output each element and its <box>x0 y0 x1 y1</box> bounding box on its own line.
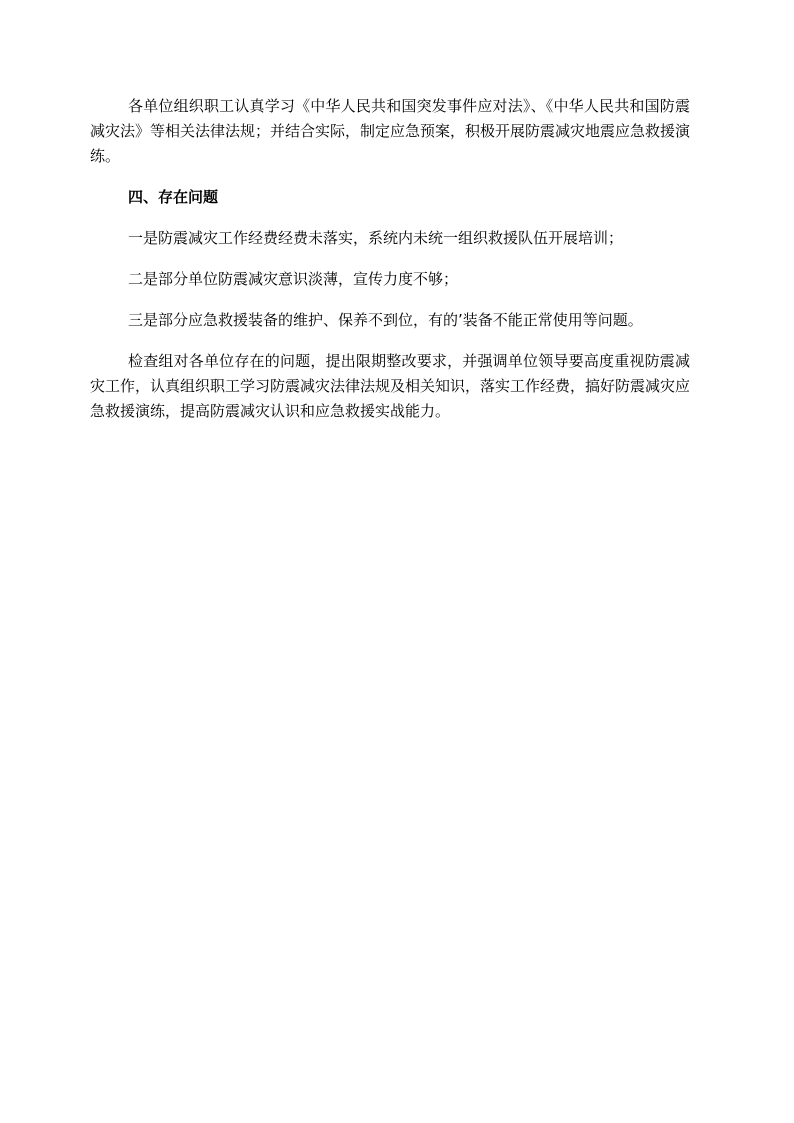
paragraph-rectification: 检查组对各单位存在的问题，提出限期整改要求，并强调单位领导要高度重视防震减灾工作，认真组织职工学习防震减灾法律法规及相关知识，落实工作经费，搞好防震减灾应急救援演练，提高防震减灾认识和应急救援实战能力。 <box>90 352 691 420</box>
section-heading: 四、存在问题 <box>128 188 219 206</box>
issue-item-1: 一是防震减灾工作经费经费未落实，系统内未统一组织救援队伍开展培训； <box>128 229 624 247</box>
issue-item-3: 三是部分应急救援装备的维护、保养不到位，有的’装备不能正常使用等问题。 <box>128 311 643 329</box>
issue-item-2: 二是部分单位防震减灾意识淡薄，宣传力度不够； <box>128 270 459 288</box>
paragraph-law-study: 各单位组织职工认真学习《中华人民共和国突发事件应对法》、《中华人民共和国防震减灾法》等相关法律法规；并结合实际，制定应急预案，积极开展防震减灾地震应急救援演练。 <box>90 97 691 165</box>
document-body <box>90 94 690 424</box>
